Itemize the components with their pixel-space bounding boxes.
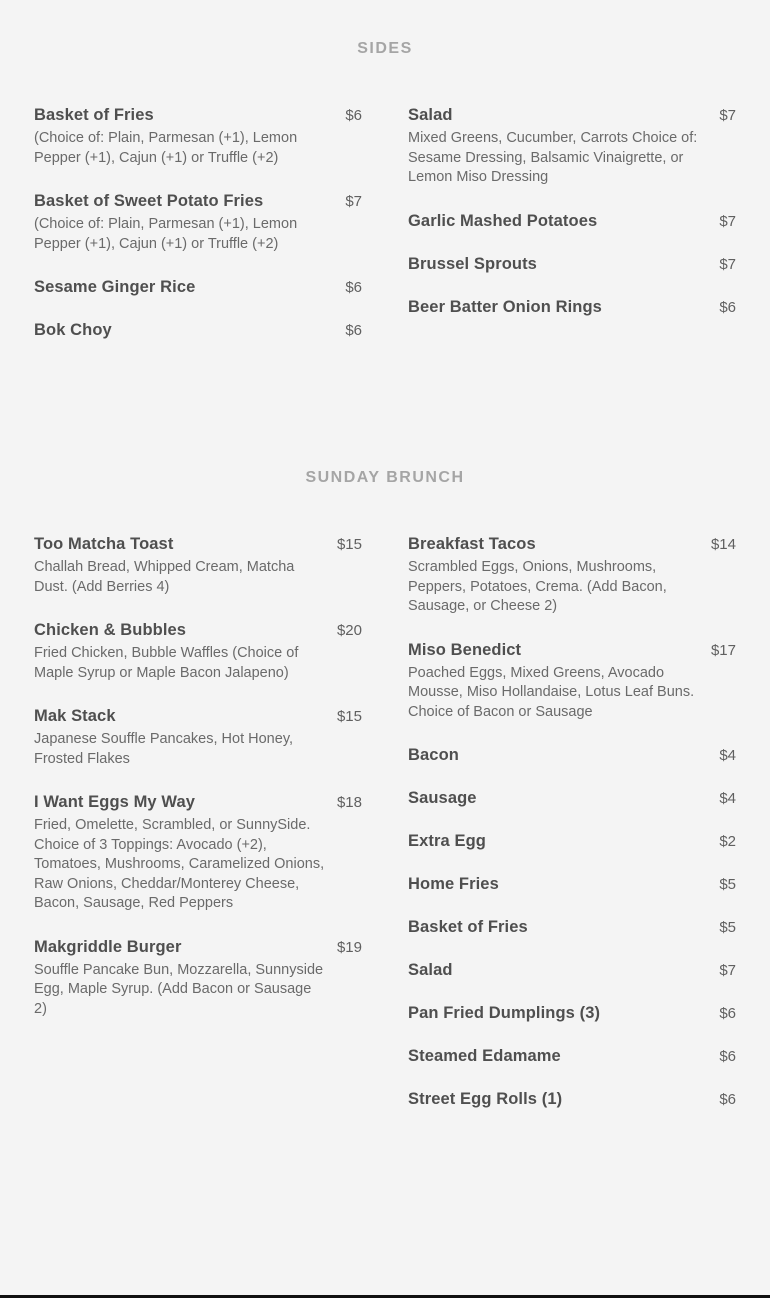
menu-item-price: $6 — [719, 298, 736, 316]
menu-item-description: Scrambled Eggs, Onions, Mushrooms, Peppers, Potatoes, Crema. (Add Bacon, Sausage, or Cheese 2) — [408, 559, 667, 614]
menu-item-price: $6 — [345, 279, 362, 296]
menu-item — [34, 278, 362, 297]
menu-item-name: Too Matcha Toast — [34, 535, 174, 553]
menu-item-price: $4 — [719, 790, 736, 807]
menu-item-header — [408, 918, 736, 937]
menu-item-price: $15 — [336, 536, 362, 553]
menu-item-name: Basket of Fries — [408, 918, 528, 936]
menu-item-price: $6 — [719, 1091, 736, 1108]
menu-item-header — [408, 789, 736, 808]
menu-item-price: $7 — [345, 193, 362, 210]
sunday-brunch-title: SUNDAY BRUNCH — [305, 469, 465, 486]
menu-item-name: Home Fries — [408, 875, 499, 893]
menu-item — [34, 621, 362, 683]
menu-item-price: $5 — [719, 919, 736, 936]
menu-item-name: Pan Fried Dumplings (3) — [408, 1004, 601, 1022]
menu-item — [34, 793, 362, 914]
menu-item-price: $18 — [336, 794, 362, 811]
menu-item-price: $6 — [719, 1048, 736, 1065]
menu-item-name: Extra Egg — [408, 832, 486, 850]
menu-item-price: $2 — [719, 833, 736, 850]
menu-item-price: $20 — [336, 622, 362, 639]
menu-item-description: Fried Chicken, Bubble Waffles (Choice of Maple Syrup or Maple Bacon Jalapeno) — [34, 645, 299, 681]
menu-item-description: Souffle Pancake Bun, Mozzarella, Sunnyside Egg, Maple Syrup. (Add Bacon or Sausage 2) — [34, 961, 324, 1017]
menu-item — [408, 255, 736, 274]
menu-item-price: $6 — [719, 1005, 736, 1022]
menu-item — [408, 106, 736, 188]
menu-item — [408, 746, 736, 765]
menu-item — [408, 961, 736, 980]
menu-item — [408, 212, 736, 231]
menu-item-name: Breakfast Tacos — [408, 535, 536, 553]
menu-item-header — [408, 106, 736, 125]
menu-item — [408, 1090, 736, 1109]
menu-item-header — [408, 298, 736, 317]
menu-item-name: Chicken & Bubbles — [34, 621, 187, 639]
menu-item-description: Mixed Greens, Cucumber, Carrots Choice of: Sesame Dressing, Balsamic Vinaigrette, or Lemon Miso Dressing — [408, 130, 698, 185]
menu-item — [408, 298, 736, 317]
menu-item-price: $7 — [719, 962, 736, 979]
menu-item — [408, 789, 736, 808]
menu-item-price: $7 — [719, 107, 736, 124]
menu-item-header — [34, 192, 362, 211]
brunch-left-column — [34, 535, 362, 1133]
menu-item-name: Bacon — [408, 746, 459, 764]
menu-item-price: $4 — [719, 747, 736, 764]
menu-item-header — [34, 707, 362, 726]
brunch-right-column — [408, 535, 736, 1133]
menu-item-header — [408, 746, 736, 765]
menu-item — [408, 641, 736, 723]
menu-item-header — [408, 535, 736, 554]
menu-item — [34, 106, 362, 168]
menu-item-price: $17 — [710, 641, 736, 659]
menu-item-description: Challah Bread, Whipped Cream, Matcha Dust. (Add Berries 4) — [34, 559, 295, 595]
menu-item — [408, 535, 736, 617]
menu-item-header — [34, 793, 362, 812]
menu-item — [408, 918, 736, 937]
menu-item-name: I Want Eggs My Way — [34, 793, 196, 811]
menu-item-header — [408, 1047, 736, 1066]
menu-item-header — [408, 212, 736, 231]
menu-item-name: Sesame Ginger Rice — [34, 278, 196, 296]
menu-item-description: Poached Eggs, Mixed Greens, Avocado Mousse, Miso Hollandaise, Lotus Leaf Buns. Choice of Bacon or Sausage — [408, 664, 695, 720]
menu-item — [34, 535, 362, 597]
menu-item-price: $5 — [719, 876, 736, 893]
menu-item-name: Street Egg Rolls (1) — [408, 1090, 563, 1108]
menu-item-header — [408, 1004, 736, 1023]
menu-item-name: Mak Stack — [34, 707, 116, 725]
menu-item-name: Miso Benedict — [408, 640, 522, 659]
menu-item-name: Basket of Fries — [34, 106, 154, 124]
menu-item-description: (Choice of: Plain, Parmesan (+1), Lemon Pepper (+1), Cajun (+1) or Truffle (+2) — [34, 130, 298, 166]
menu-item-name: Makgriddle Burger — [34, 937, 182, 956]
menu-item — [408, 875, 736, 894]
menu-item — [408, 832, 736, 851]
menu-item-description: (Choice of: Plain, Parmesan (+1), Lemon Pepper (+1), Cajun (+1) or Truffle (+2) — [34, 216, 298, 252]
menu-item-header — [408, 641, 736, 660]
menu-item-header — [34, 535, 362, 554]
menu-item-name: Beer Batter Onion Rings — [408, 297, 602, 316]
menu-item — [408, 1004, 736, 1023]
menu-item-description: Japanese Souffle Pancakes, Hot Honey, Frosted Flakes — [34, 731, 294, 767]
menu-item-name: Bok Choy — [34, 321, 112, 339]
menu-item-header — [34, 106, 362, 125]
menu-item-name: Basket of Sweet Potato Fries — [34, 192, 264, 210]
menu-item-header — [408, 875, 736, 894]
menu-item-header — [34, 621, 362, 640]
menu-item-header — [34, 321, 362, 340]
menu-item-price: $6 — [345, 107, 362, 124]
menu-item-price: $19 — [336, 938, 362, 956]
menu-item — [34, 321, 362, 340]
sunday-brunch-section — [0, 469, 770, 1108]
menu-item-name: Garlic Mashed Potatoes — [408, 211, 598, 230]
menu-item-header — [408, 961, 736, 980]
menu-item — [34, 707, 362, 769]
menu-item — [34, 938, 362, 1020]
menu-item-name: Salad — [408, 106, 453, 124]
menu-item — [408, 1047, 736, 1066]
menu-item-price: $15 — [336, 708, 362, 725]
sides-columns — [34, 106, 736, 364]
menu-item-price: $7 — [719, 255, 736, 273]
menu-item-price: $7 — [719, 212, 736, 230]
menu-item-name: Brussel Sprouts — [408, 254, 537, 273]
menu-item-name: Steamed Edamame — [408, 1047, 561, 1065]
sides-right-column — [408, 106, 736, 364]
menu-item — [34, 192, 362, 254]
brunch-columns — [34, 535, 736, 1133]
menu-item-header — [34, 938, 362, 957]
sides-section — [0, 40, 770, 339]
menu-item-header — [408, 255, 736, 274]
sides-left-column — [34, 106, 362, 364]
menu-item-header — [34, 278, 362, 297]
menu-item-name: Sausage — [408, 789, 477, 807]
menu-item-price: $14 — [710, 536, 736, 553]
menu-item-name: Salad — [408, 961, 453, 979]
sides-title: SIDES — [357, 40, 413, 57]
menu-item-header — [408, 832, 736, 851]
menu-item-price: $6 — [345, 322, 362, 339]
menu-item-description: Fried, Omelette, Scrambled, or SunnySide. Choice of 3 Toppings: Avocado (+2), Tomatoes, Mushrooms, Caramelized Onions, Raw Onions, Cheddar/Monterey Cheese, Bacon, Sausage, Red Peppers — [34, 817, 325, 911]
menu-item-header — [408, 1090, 736, 1109]
